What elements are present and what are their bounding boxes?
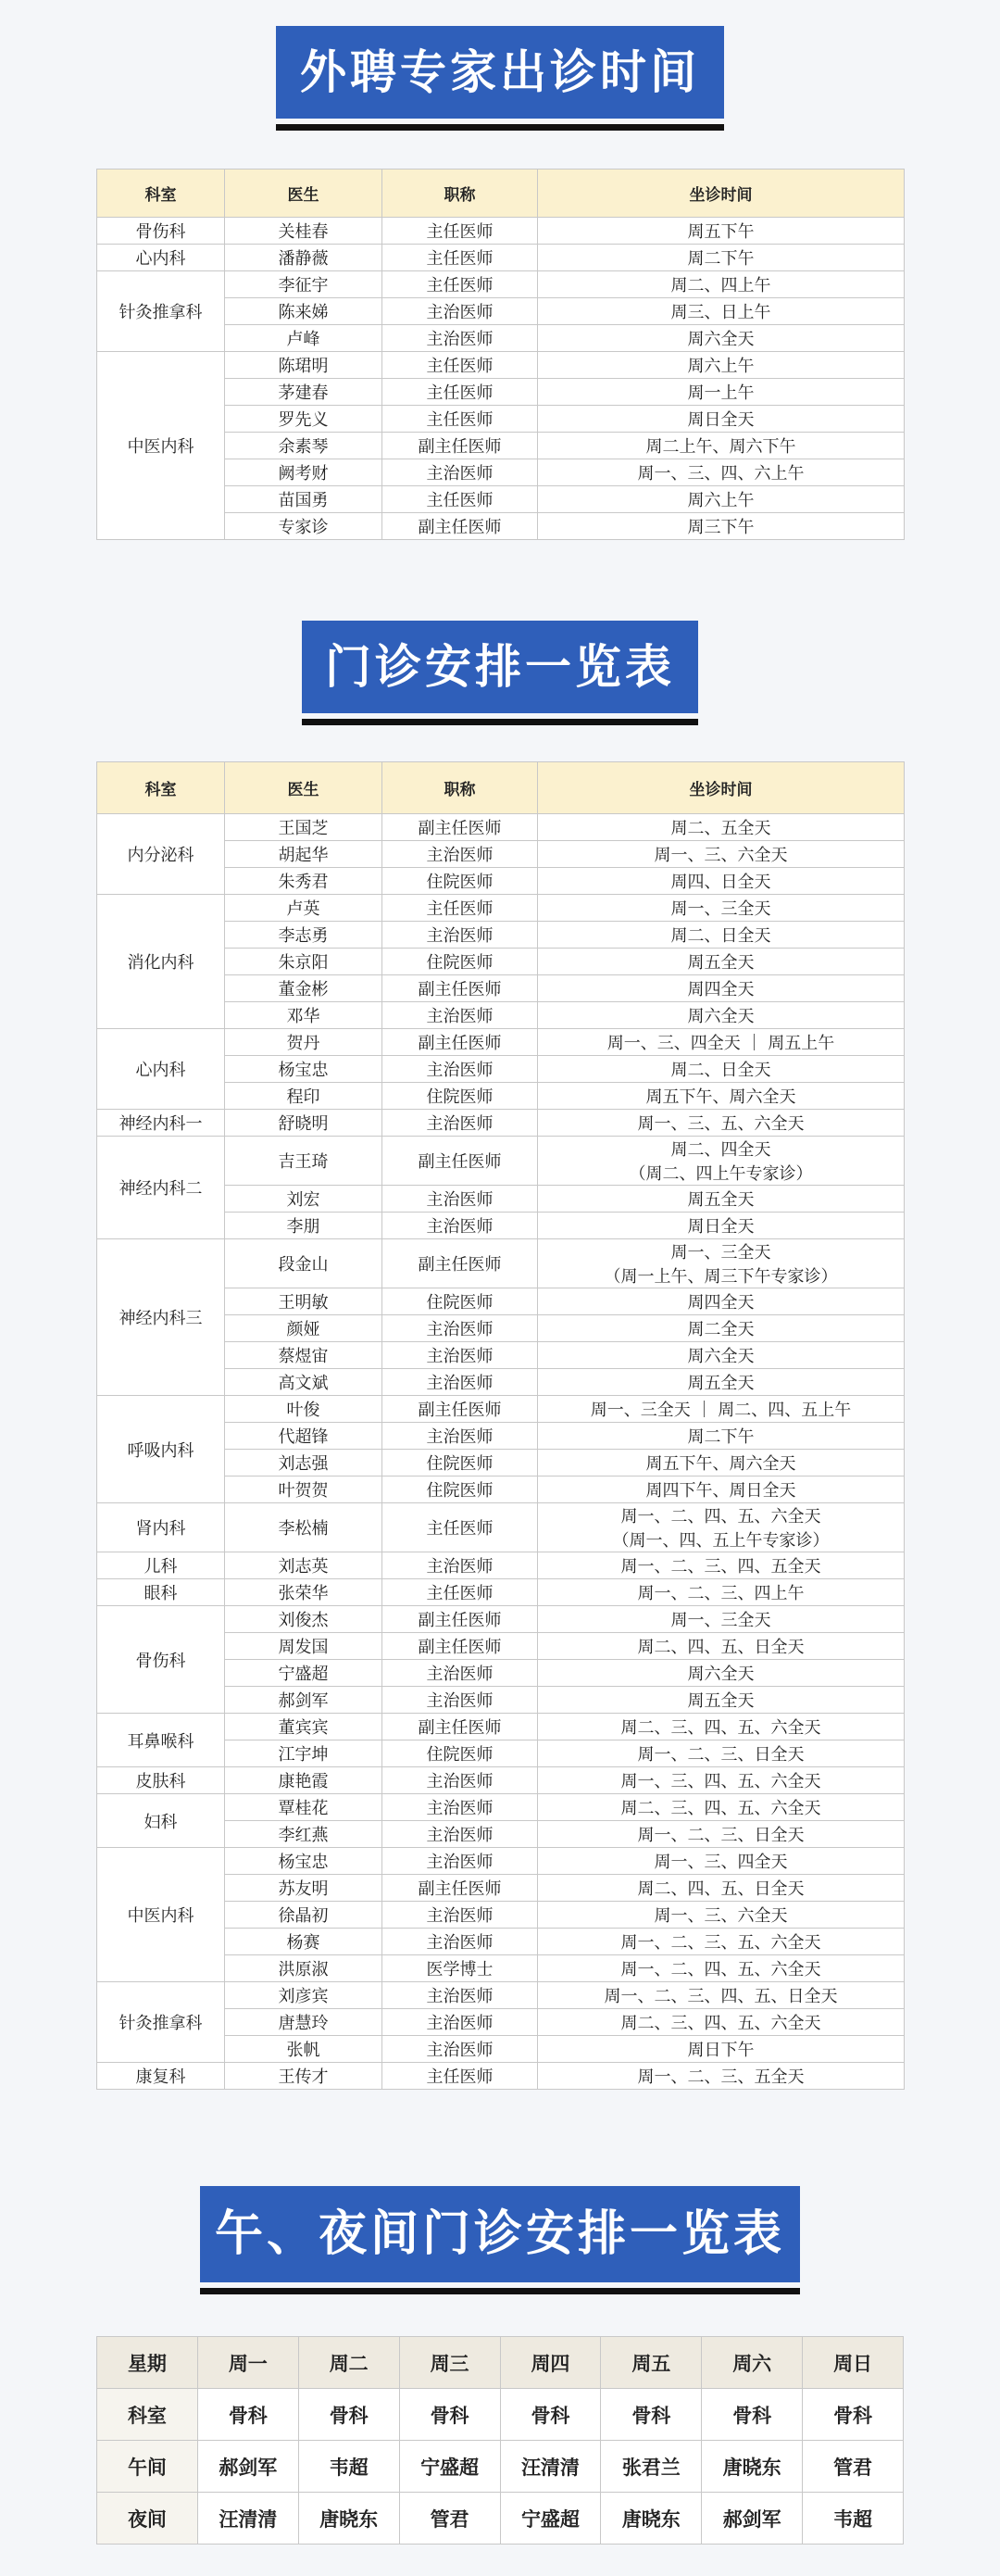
time-cell: 周一、三、四全天 ｜ 周五上午: [538, 1029, 905, 1056]
time-cell: 周六全天: [538, 1660, 905, 1687]
schedule-cell: 张君兰: [601, 2441, 702, 2493]
table-row: [97, 1137, 905, 1186]
time-cell: 周一、三、六全天: [538, 841, 905, 868]
title-cell: 副主任医师: [382, 814, 538, 841]
table-row: [97, 895, 905, 922]
doctor-cell: 朱秀君: [225, 868, 382, 895]
time-cell: 周二、三、四、五、六全天: [538, 2009, 905, 2036]
table-row: [97, 1714, 905, 1740]
weekday-header-label: 星期: [97, 2337, 198, 2389]
doctor-cell: 罗先义: [225, 406, 382, 433]
time-cell: 周四下午、周日全天: [538, 1476, 905, 1503]
title-cell: 主治医师: [382, 1660, 538, 1687]
section1-title: 外聘专家出诊时间: [276, 26, 724, 119]
time-cell: 周一、二、四、五、六全天: [538, 1955, 905, 1982]
doctor-cell: 李松楠: [225, 1503, 382, 1552]
title-cell: 主任医师: [382, 486, 538, 513]
table-row: [97, 1794, 905, 1821]
title-cell: 副主任医师: [382, 513, 538, 540]
row-label-cell: 午间: [97, 2441, 198, 2493]
doctor-cell: 程印: [225, 1083, 382, 1110]
section3-title: 午、夜间门诊安排一览表: [200, 2186, 800, 2282]
table-row: [97, 1396, 905, 1423]
header-doctor: 医生: [225, 762, 382, 814]
title-cell: 主任医师: [382, 352, 538, 379]
time-cell: 周二下午: [538, 1423, 905, 1450]
schedule-cell: 汪清清: [197, 2493, 298, 2545]
doctor-cell: 郝剑军: [225, 1687, 382, 1714]
time-cell: 周四、日全天: [538, 868, 905, 895]
time-cell: 周五下午、周六全天: [538, 1083, 905, 1110]
table-row: [97, 352, 905, 379]
title-cell: 主治医师: [382, 1369, 538, 1396]
doctor-cell: 陈珺明: [225, 352, 382, 379]
time-cell: 周五全天: [538, 1186, 905, 1213]
title-cell: 主任医师: [382, 895, 538, 922]
title-cell: 主任医师: [382, 1503, 538, 1552]
time-cell: 周一、三全天 （周一上午、周三下午专家诊）: [538, 1239, 905, 1288]
doctor-cell: 陈来娣: [225, 298, 382, 325]
title-cell: 主任医师: [382, 218, 538, 245]
title-cell: 住院医师: [382, 1450, 538, 1476]
title-cell: 住院医师: [382, 1288, 538, 1315]
title-cell: 副主任医师: [382, 1396, 538, 1423]
table-row: [97, 814, 905, 841]
doctor-cell: 洪原淑: [225, 1955, 382, 1982]
time-cell: 周一、三全天 ｜ 周二、四、五上午: [538, 1396, 905, 1423]
table-row: [97, 1606, 905, 1633]
doctor-cell: 刘志强: [225, 1450, 382, 1476]
schedule-cell: 韦超: [298, 2441, 399, 2493]
header-title: 职称: [382, 170, 538, 218]
doctor-cell: 叶贺贺: [225, 1476, 382, 1503]
title-cell: 主治医师: [382, 298, 538, 325]
time-cell: 周五下午、周六全天: [538, 1450, 905, 1476]
expert-schedule-table: [96, 169, 905, 540]
row-label-cell: 科室: [97, 2389, 198, 2441]
time-cell: 周六上午: [538, 486, 905, 513]
time-cell: 周二、四全天 （周二、四上午专家诊）: [538, 1137, 905, 1186]
time-cell: 周五全天: [538, 1369, 905, 1396]
title-cell: 副主任医师: [382, 1239, 538, 1288]
title-cell: 主治医师: [382, 1552, 538, 1579]
dept-cell: 中医内科: [97, 1848, 225, 1982]
dept-cell: 神经内科三: [97, 1239, 225, 1396]
title-cell: 主治医师: [382, 1056, 538, 1083]
dept-cell: 呼吸内科: [97, 1396, 225, 1503]
table-row: [97, 218, 905, 245]
doctor-cell: 阙考财: [225, 459, 382, 486]
time-cell: 周一、三全天: [538, 895, 905, 922]
schedule-cell: 汪清清: [500, 2441, 601, 2493]
title-cell: 主治医师: [382, 1929, 538, 1955]
dept-cell: 内分泌科: [97, 814, 225, 895]
weekday-header: 周二: [298, 2337, 399, 2389]
time-cell: 周二、四、五、日全天: [538, 1875, 905, 1902]
time-cell: 周三下午: [538, 513, 905, 540]
time-cell: 周一、二、三、四、五、日全天: [538, 1982, 905, 2009]
title-cell: 住院医师: [382, 1740, 538, 1767]
title-cell: 副主任医师: [382, 1714, 538, 1740]
table-row: [97, 2063, 905, 2090]
time-cell: 周四全天: [538, 975, 905, 1002]
doctor-cell: 叶俊: [225, 1396, 382, 1423]
schedule-cell: 唐晓东: [298, 2493, 399, 2545]
schedule-cell: 骨科: [500, 2389, 601, 2441]
time-cell: 周二、日全天: [538, 1056, 905, 1083]
time-cell: 周一、三、四、五、六全天: [538, 1767, 905, 1794]
doctor-cell: 余素琴: [225, 433, 382, 459]
dept-cell: 心内科: [97, 1029, 225, 1110]
schedule-cell: 宁盛超: [500, 2493, 601, 2545]
time-cell: 周六全天: [538, 1002, 905, 1029]
doctor-cell: 刘宏: [225, 1186, 382, 1213]
row-label-cell: 夜间: [97, 2493, 198, 2545]
doctor-cell: 刘俊杰: [225, 1606, 382, 1633]
table-row: [97, 2441, 904, 2493]
time-cell: 周三、日上午: [538, 298, 905, 325]
time-cell: 周一、二、三、日全天: [538, 1821, 905, 1848]
dept-cell: 神经内科二: [97, 1137, 225, 1239]
title-cell: 主治医师: [382, 1821, 538, 1848]
header-doctor: 医生: [225, 170, 382, 218]
schedule-cell: 骨科: [702, 2389, 803, 2441]
title-cell: 主治医师: [382, 1902, 538, 1929]
time-cell: 周二上午、周六下午: [538, 433, 905, 459]
title-cell: 住院医师: [382, 949, 538, 975]
table-row: [97, 1848, 905, 1875]
doctor-cell: 舒晓明: [225, 1110, 382, 1137]
title-cell: 副主任医师: [382, 433, 538, 459]
weekday-header: 周日: [803, 2337, 904, 2389]
schedule-cell: 骨科: [399, 2389, 500, 2441]
noon-night-schedule-table: [96, 2336, 904, 2545]
time-cell: 周二、三、四、五、六全天: [538, 1794, 905, 1821]
schedule-cell: 郝剑军: [702, 2493, 803, 2545]
table-row: [97, 1767, 905, 1794]
dept-cell: 皮肤科: [97, 1767, 225, 1794]
title-cell: 主治医师: [382, 1794, 538, 1821]
doctor-cell: 卢峰: [225, 325, 382, 352]
title-cell: 副主任医师: [382, 1606, 538, 1633]
title-cell: 主治医师: [382, 1767, 538, 1794]
title-cell: 主治医师: [382, 1982, 538, 2009]
table-row: [97, 1552, 905, 1579]
header-time: 坐诊时间: [538, 170, 905, 218]
schedule-cell: 骨科: [298, 2389, 399, 2441]
dept-cell: 耳鼻喉科: [97, 1714, 225, 1767]
doctor-cell: 杨赛: [225, 1929, 382, 1955]
dept-cell: 妇科: [97, 1794, 225, 1848]
time-cell: 周四全天: [538, 1288, 905, 1315]
section2-title: 门诊安排一览表: [302, 621, 698, 713]
weekday-header: 周六: [702, 2337, 803, 2389]
doctor-cell: 蔡煜宙: [225, 1342, 382, 1369]
title-cell: 主治医师: [382, 1848, 538, 1875]
doctor-cell: 李红燕: [225, 1821, 382, 1848]
title-cell: 主任医师: [382, 406, 538, 433]
time-cell: 周一、二、三、五、六全天: [538, 1929, 905, 1955]
title-cell: 主治医师: [382, 1342, 538, 1369]
doctor-cell: 高文斌: [225, 1369, 382, 1396]
doctor-cell: 杨宝忠: [225, 1848, 382, 1875]
doctor-cell: 专家诊: [225, 513, 382, 540]
doctor-cell: 覃桂花: [225, 1794, 382, 1821]
section3-title-block: [0, 2186, 1000, 2294]
time-cell: 周日全天: [538, 1213, 905, 1239]
schedule-cell: 骨科: [601, 2389, 702, 2441]
doctor-cell: 周发国: [225, 1633, 382, 1660]
time-cell: 周二、四、五、日全天: [538, 1633, 905, 1660]
doctor-cell: 董宾宾: [225, 1714, 382, 1740]
time-cell: 周一、三、四全天: [538, 1848, 905, 1875]
table-row: [97, 1503, 905, 1552]
table-row: [97, 1982, 905, 2009]
section1-title-underline: [276, 124, 724, 131]
time-cell: 周二、五全天: [538, 814, 905, 841]
header-time: 坐诊时间: [538, 762, 905, 814]
title-cell: 主治医师: [382, 1423, 538, 1450]
schedule-cell: 唐晓东: [702, 2441, 803, 2493]
schedule-cell: 唐晓东: [601, 2493, 702, 2545]
doctor-cell: 徐晶初: [225, 1902, 382, 1929]
table-row: [97, 1110, 905, 1137]
clinic-schedule-table: [96, 761, 905, 2090]
time-cell: 周一、二、三、五全天: [538, 2063, 905, 2090]
doctor-cell: 胡起华: [225, 841, 382, 868]
title-cell: 住院医师: [382, 1083, 538, 1110]
table-row: [97, 1029, 905, 1056]
title-cell: 主治医师: [382, 325, 538, 352]
time-cell: 周日全天: [538, 406, 905, 433]
doctor-cell: 朱京阳: [225, 949, 382, 975]
doctor-cell: 潘静薇: [225, 245, 382, 271]
title-cell: 主任医师: [382, 1579, 538, 1606]
dept-cell: 消化内科: [97, 895, 225, 1029]
section2-title-underline: [302, 719, 698, 725]
doctor-cell: 李朋: [225, 1213, 382, 1239]
doctor-cell: 江宇坤: [225, 1740, 382, 1767]
doctor-cell: 贺丹: [225, 1029, 382, 1056]
time-cell: 周五全天: [538, 949, 905, 975]
time-cell: 周六全天: [538, 1342, 905, 1369]
time-cell: 周一、二、三、四上午: [538, 1579, 905, 1606]
schedule-cell: 郝剑军: [197, 2441, 298, 2493]
dept-cell: 眼科: [97, 1579, 225, 1606]
dept-cell: 肾内科: [97, 1503, 225, 1552]
doctor-cell: 杨宝忠: [225, 1056, 382, 1083]
doctor-cell: 刘志英: [225, 1552, 382, 1579]
title-cell: 副主任医师: [382, 1137, 538, 1186]
time-cell: 周一、二、三、四、五全天: [538, 1552, 905, 1579]
title-cell: 副主任医师: [382, 1029, 538, 1056]
section1-title-block: [0, 26, 1000, 131]
table-row: [97, 2493, 904, 2545]
title-cell: 主任医师: [382, 245, 538, 271]
time-cell: 周日下午: [538, 2036, 905, 2063]
dept-cell: 康复科: [97, 2063, 225, 2090]
weekday-header: 周四: [500, 2337, 601, 2389]
doctor-cell: 张帆: [225, 2036, 382, 2063]
dept-cell: 儿科: [97, 1552, 225, 1579]
schedule-cell: 管君: [399, 2493, 500, 2545]
header-title: 职称: [382, 762, 538, 814]
doctor-cell: 茅建春: [225, 379, 382, 406]
doctor-cell: 李志勇: [225, 922, 382, 949]
time-cell: 周二、日全天: [538, 922, 905, 949]
doctor-cell: 李征宇: [225, 271, 382, 298]
dept-cell: 骨伤科: [97, 1606, 225, 1714]
dept-cell: 针灸推拿科: [97, 1982, 225, 2063]
title-cell: 主治医师: [382, 1002, 538, 1029]
schedule-cell: 骨科: [197, 2389, 298, 2441]
doctor-cell: 刘彦宾: [225, 1982, 382, 2009]
time-cell: 周一、三、四、六上午: [538, 459, 905, 486]
title-cell: 主任医师: [382, 2063, 538, 2090]
schedule-cell: 骨科: [803, 2389, 904, 2441]
weekday-header: 周五: [601, 2337, 702, 2389]
time-cell: 周一上午: [538, 379, 905, 406]
doctor-cell: 康艳霞: [225, 1767, 382, 1794]
doctor-cell: 王国芝: [225, 814, 382, 841]
dept-cell: 骨伤科: [97, 218, 225, 245]
doctor-cell: 颜娅: [225, 1315, 382, 1342]
title-cell: 主任医师: [382, 271, 538, 298]
time-cell: 周二全天: [538, 1315, 905, 1342]
doctor-cell: 苏友明: [225, 1875, 382, 1902]
title-cell: 主治医师: [382, 1110, 538, 1137]
time-cell: 周一、三、五、六全天: [538, 1110, 905, 1137]
time-cell: 周六上午: [538, 352, 905, 379]
table-row: [97, 271, 905, 298]
title-cell: 住院医师: [382, 868, 538, 895]
time-cell: 周二、三、四、五、六全天: [538, 1714, 905, 1740]
schedule-cell: 宁盛超: [399, 2441, 500, 2493]
doctor-cell: 唐慧玲: [225, 2009, 382, 2036]
weekday-header: 周三: [399, 2337, 500, 2389]
title-cell: 主治医师: [382, 2036, 538, 2063]
time-cell: 周五下午: [538, 218, 905, 245]
section2-title-block: [0, 621, 1000, 725]
header-dept: 科室: [97, 762, 225, 814]
doctor-cell: 王明敏: [225, 1288, 382, 1315]
title-cell: 住院医师: [382, 1476, 538, 1503]
table-row: [97, 2389, 904, 2441]
doctor-cell: 张荣华: [225, 1579, 382, 1606]
title-cell: 主治医师: [382, 841, 538, 868]
title-cell: 主治医师: [382, 1213, 538, 1239]
title-cell: 主治医师: [382, 1315, 538, 1342]
schedule-cell: 管君: [803, 2441, 904, 2493]
doctor-cell: 代超锋: [225, 1423, 382, 1450]
time-cell: 周一、三全天: [538, 1606, 905, 1633]
table-row: [97, 1579, 905, 1606]
weekday-header: 周一: [197, 2337, 298, 2389]
time-cell: 周二下午: [538, 245, 905, 271]
doctor-cell: 吉王琦: [225, 1137, 382, 1186]
dept-cell: 中医内科: [97, 352, 225, 540]
title-cell: 主治医师: [382, 459, 538, 486]
doctor-cell: 关桂春: [225, 218, 382, 245]
title-cell: 主治医师: [382, 2009, 538, 2036]
title-cell: 主治医师: [382, 1687, 538, 1714]
title-cell: 主治医师: [382, 1186, 538, 1213]
doctor-cell: 邓华: [225, 1002, 382, 1029]
doctor-cell: 苗国勇: [225, 486, 382, 513]
title-cell: 副主任医师: [382, 975, 538, 1002]
table-row: [97, 245, 905, 271]
doctor-cell: 段金山: [225, 1239, 382, 1288]
header-dept: 科室: [97, 170, 225, 218]
dept-cell: 神经内科一: [97, 1110, 225, 1137]
title-cell: 医学博士: [382, 1955, 538, 1982]
section3-title-underline: [200, 2288, 800, 2294]
title-cell: 主治医师: [382, 922, 538, 949]
schedule-cell: 韦超: [803, 2493, 904, 2545]
time-cell: 周一、二、四、五、六全天 （周一、四、五上午专家诊）: [538, 1503, 905, 1552]
doctor-cell: 卢英: [225, 895, 382, 922]
time-cell: 周一、三、六全天: [538, 1902, 905, 1929]
time-cell: 周一、二、三、日全天: [538, 1740, 905, 1767]
doctor-cell: 宁盛超: [225, 1660, 382, 1687]
dept-cell: 针灸推拿科: [97, 271, 225, 352]
dept-cell: 心内科: [97, 245, 225, 271]
title-cell: 副主任医师: [382, 1633, 538, 1660]
table-row: [97, 1239, 905, 1288]
doctor-cell: 董金彬: [225, 975, 382, 1002]
title-cell: 副主任医师: [382, 1875, 538, 1902]
title-cell: 主任医师: [382, 379, 538, 406]
time-cell: 周二、四上午: [538, 271, 905, 298]
doctor-cell: 王传才: [225, 2063, 382, 2090]
time-cell: 周五全天: [538, 1687, 905, 1714]
time-cell: 周六全天: [538, 325, 905, 352]
